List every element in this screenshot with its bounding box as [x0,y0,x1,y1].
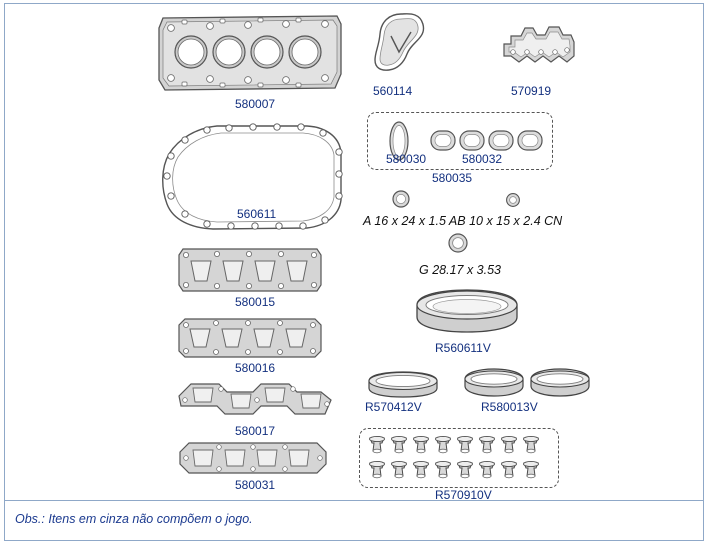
part-graphic-washer-g[interactable] [447,232,469,254]
part-graphic-washer-b[interactable] [505,192,521,208]
footnote-text: Obs.: Itens em cinza não compõem o jogo. [15,512,253,526]
part-graphic-580031[interactable] [177,440,329,476]
part-graphic-580016[interactable] [177,317,323,359]
part-code-R580013V: R580013V [481,400,538,414]
part-graphic-R580013V[interactable] [463,367,593,399]
part-code-580017: 580017 [235,424,276,438]
part-code-R570910V: R570910V [435,488,492,502]
footnote-bar [5,500,703,540]
part-graphic-580007[interactable] [155,12,345,94]
part-graphic-R570412V[interactable] [367,371,439,399]
part-code-580030: 580030 [386,152,427,166]
part-code-R560611V: R560611V [435,341,491,355]
part-code-570919: 570919 [511,84,552,98]
part-code-580032: 580032 [462,152,503,166]
part-graphic-washer-a[interactable] [391,189,411,209]
part-graphic-560114[interactable] [371,12,431,74]
dimension-label-1: A 16 x 24 x 1.5 AB 10 x 15 x 2.4 CN [363,214,563,228]
part-graphic-R560611V[interactable] [415,289,519,335]
part-code-R570412V: R570412V [365,400,422,414]
part-graphic-580032[interactable] [429,128,545,154]
part-code-580031: 580031 [235,478,276,492]
parts-diagram-panel [4,3,704,541]
part-code-560611: 560611 [237,207,277,221]
part-graphic-R570910V[interactable] [367,435,553,483]
dimension-label-2: G 28.17 x 3.53 [419,263,502,277]
part-code-580015: 580015 [235,295,276,309]
part-code-580007: 580007 [235,97,276,111]
part-graphic-580017[interactable] [175,380,335,420]
part-code-580016: 580016 [235,361,276,375]
part-graphic-570919[interactable] [501,22,577,72]
diagram-area [5,4,703,501]
part-graphic-580015[interactable] [177,247,323,293]
part-code-580035: 580035 [432,171,473,185]
part-code-560114: 560114 [373,84,413,98]
